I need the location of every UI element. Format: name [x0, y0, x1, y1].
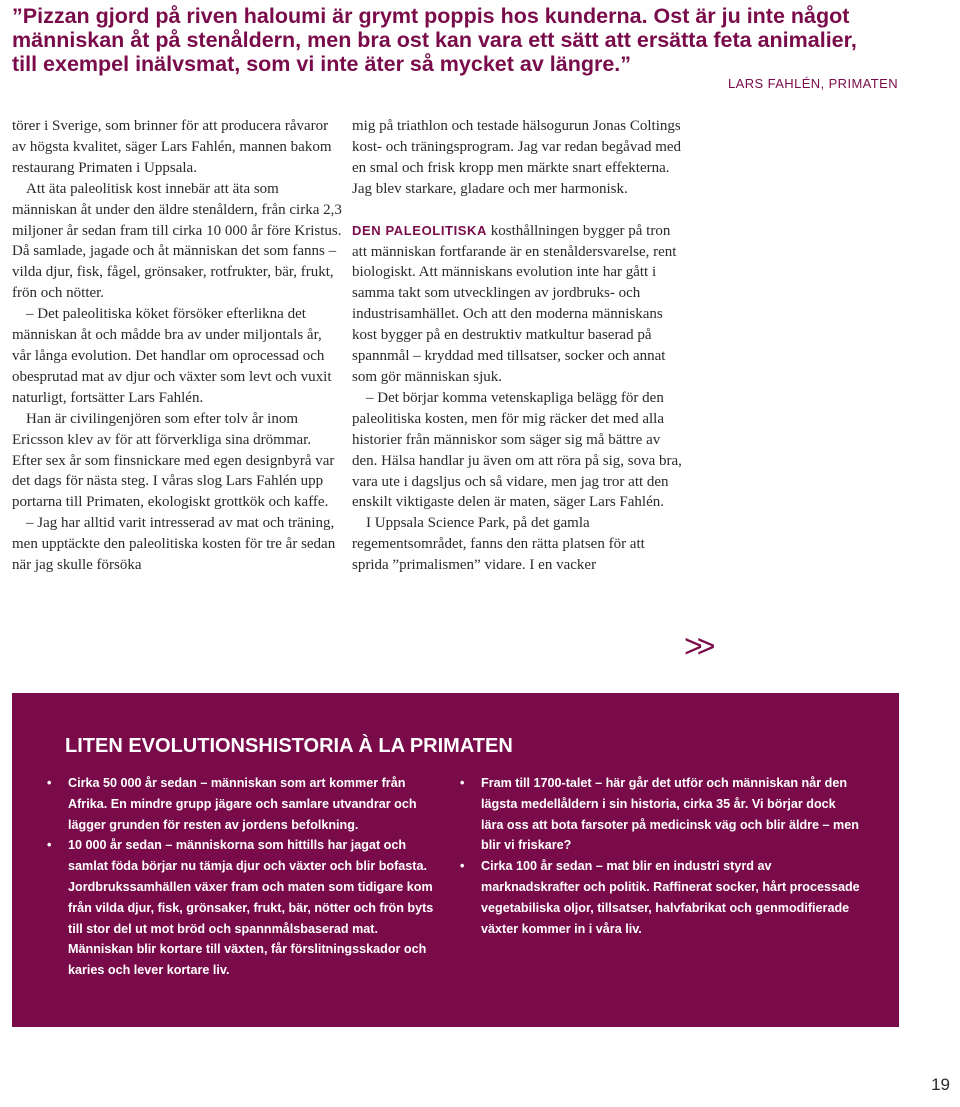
article-paragraph: – Det börjar komma vetenskapliga belägg för den paleolitiska kosten, men för mig räcker det med alla historier från människor som säger sig må bättre av den. Hälsa handlar ju även om att röra på sig, sova bra, vara ute i dagsljus och så vidare, men jag tror att den enskilt viktigaste delen är maten, säger Lars Fahlén. [352, 389, 682, 511]
lead-in-caps: DEN PALEOLITISKA [352, 222, 488, 238]
article-column-left [12, 116, 342, 576]
bullet-icon: • [460, 859, 465, 874]
bullet-icon: • [460, 776, 465, 790]
list-item [47, 835, 437, 981]
factbox-list-right [460, 773, 860, 939]
list-item-text: Cirka 50 000 år sedan – människan som art kommer från Afrika. En mindre grupp jägare och samlare utvandrar och lägger grunden för resten av jordens befolkning. [68, 776, 417, 832]
list-item [460, 856, 860, 939]
factbox-list-left [47, 773, 437, 981]
factbox [12, 693, 899, 1027]
article-paragraph: – Jag har alltid varit intresserad av mat och träning, men upptäckte den paleolitiska kosten för tre år sedan när jag skulle försöka [12, 515, 336, 574]
bullet-icon: • [47, 776, 52, 790]
pull-quote-author: LARS FAHLÉN, PRIMATEN [728, 76, 898, 91]
article-paragraph-lead [352, 221, 682, 388]
article-paragraph: I Uppsala Science Park, på det gamla regementsområdet, fanns den rätta platsen för att sprida ”primalismen” vidare. I en vacker [352, 515, 645, 574]
article-paragraph: Han är civilingenjören som efter tolv år inom Ericsson klev av för att förverkliga sina drömmar. Efter sex år som finsnickare med egen designbyrå var det dags för nästa steg. I våras slog Lars Fahlén upp portarna till Primaten, ekologiskt grottkök och kaffe. [12, 410, 335, 511]
article-paragraph: törer i Sverige, som brinner för att producera råvaror av högsta kvalitet, säger Lars Fahlén, mannen bakom restaurang Primaten i Uppsala. [12, 118, 332, 176]
list-item [47, 773, 437, 835]
article-column-right [352, 116, 682, 576]
article-paragraph: Att äta paleolitisk kost innebär att äta som människan åt under den äldre stenåldern, från cirka 2,3 miljoner år sedan fram till cirka 10 000 år före Kristus. Då samlade, jagade och åt människan det som fanns – vilda djur, fisk, fågel, grönsaker, rotfrukter, bär, frukt, frön och nötter. [12, 180, 342, 302]
list-item-text: Fram till 1700-talet – här går det utför och människan når den lägsta medellåldern i sin historia, cirka 35 år. Vi börjar dock lära oss att bota farsoter på medicinsk väg och blir äldre – men blir vi friskare? [481, 776, 859, 853]
paragraph-spacer [352, 200, 682, 221]
continue-arrow-icon: >> [684, 628, 710, 664]
factbox-title: LITEN EVOLUTIONSHISTORIA À LA PRIMATEN [65, 735, 513, 757]
article-paragraph: – Det paleolitiska köket försöker efterlikna det människan åt och mådde bra av under miljontals år, vår långa evolution. Det handlar om oprocessad och obesprutad mat av djur och växter som levt och vuxit naturligt, fortsätter Lars Fahlén. [12, 306, 332, 406]
page-number: 19 [931, 1075, 950, 1094]
lead-paragraph-text: kosthållningen bygger på tron att människan fortfarande är en stenåldersvarelse, rent biologiskt. Att människans evolution inte har gått i samma takt som utvecklingen av jordbruks- och industrisamhället. Och att den moderna människans kost bygger på en destruktiv matkultur baserad på spannmål – kryddad med tillsatser, socker och annat som gör människan sjuk. [352, 222, 677, 385]
list-item [460, 773, 860, 856]
article-paragraph: mig på triathlon och testade hälsogurun Jonas Coltings kost- och träningsprogram. Jag var redan begåvad med en smal och frisk kropp men märkte snart effekterna. Jag blev starkare, gladare och mer harmonisk. [352, 118, 682, 197]
pull-quote: ”Pizzan gjord på riven haloumi är grymt poppis hos kunderna. Ost är ju inte något människan åt på stenåldern, men bra ost kan vara ett sätt att ersätta feta animalier, till exempel inälvsmat, som vi inte äter så mycket av längre.” [12, 4, 857, 76]
list-item-text: Cirka 100 år sedan – mat blir en industri styrd av marknadskrafter och politik. Raffinerat socker, hårt processade vegetabiliska oljor, tillsatser, halvfabrikat och genmodifierade växter kommer in i våra liv. [481, 859, 860, 936]
bullet-icon: • [47, 838, 52, 853]
list-item-text: 10 000 år sedan – människorna som hittills har jagat och samlat föda börjar nu tämja djur och växter och blir bofasta. Jordbrukssamhällen växer fram och maten som tidigare kom från vilda djur, fisk, grönsaker, frukt, bär, nötter och frön byts till stor del ut mot bröd och spannmålsbaserad mat. Människan blir kortare till växten, får förslitningsskador och karies och lever kortare liv. [68, 838, 434, 978]
